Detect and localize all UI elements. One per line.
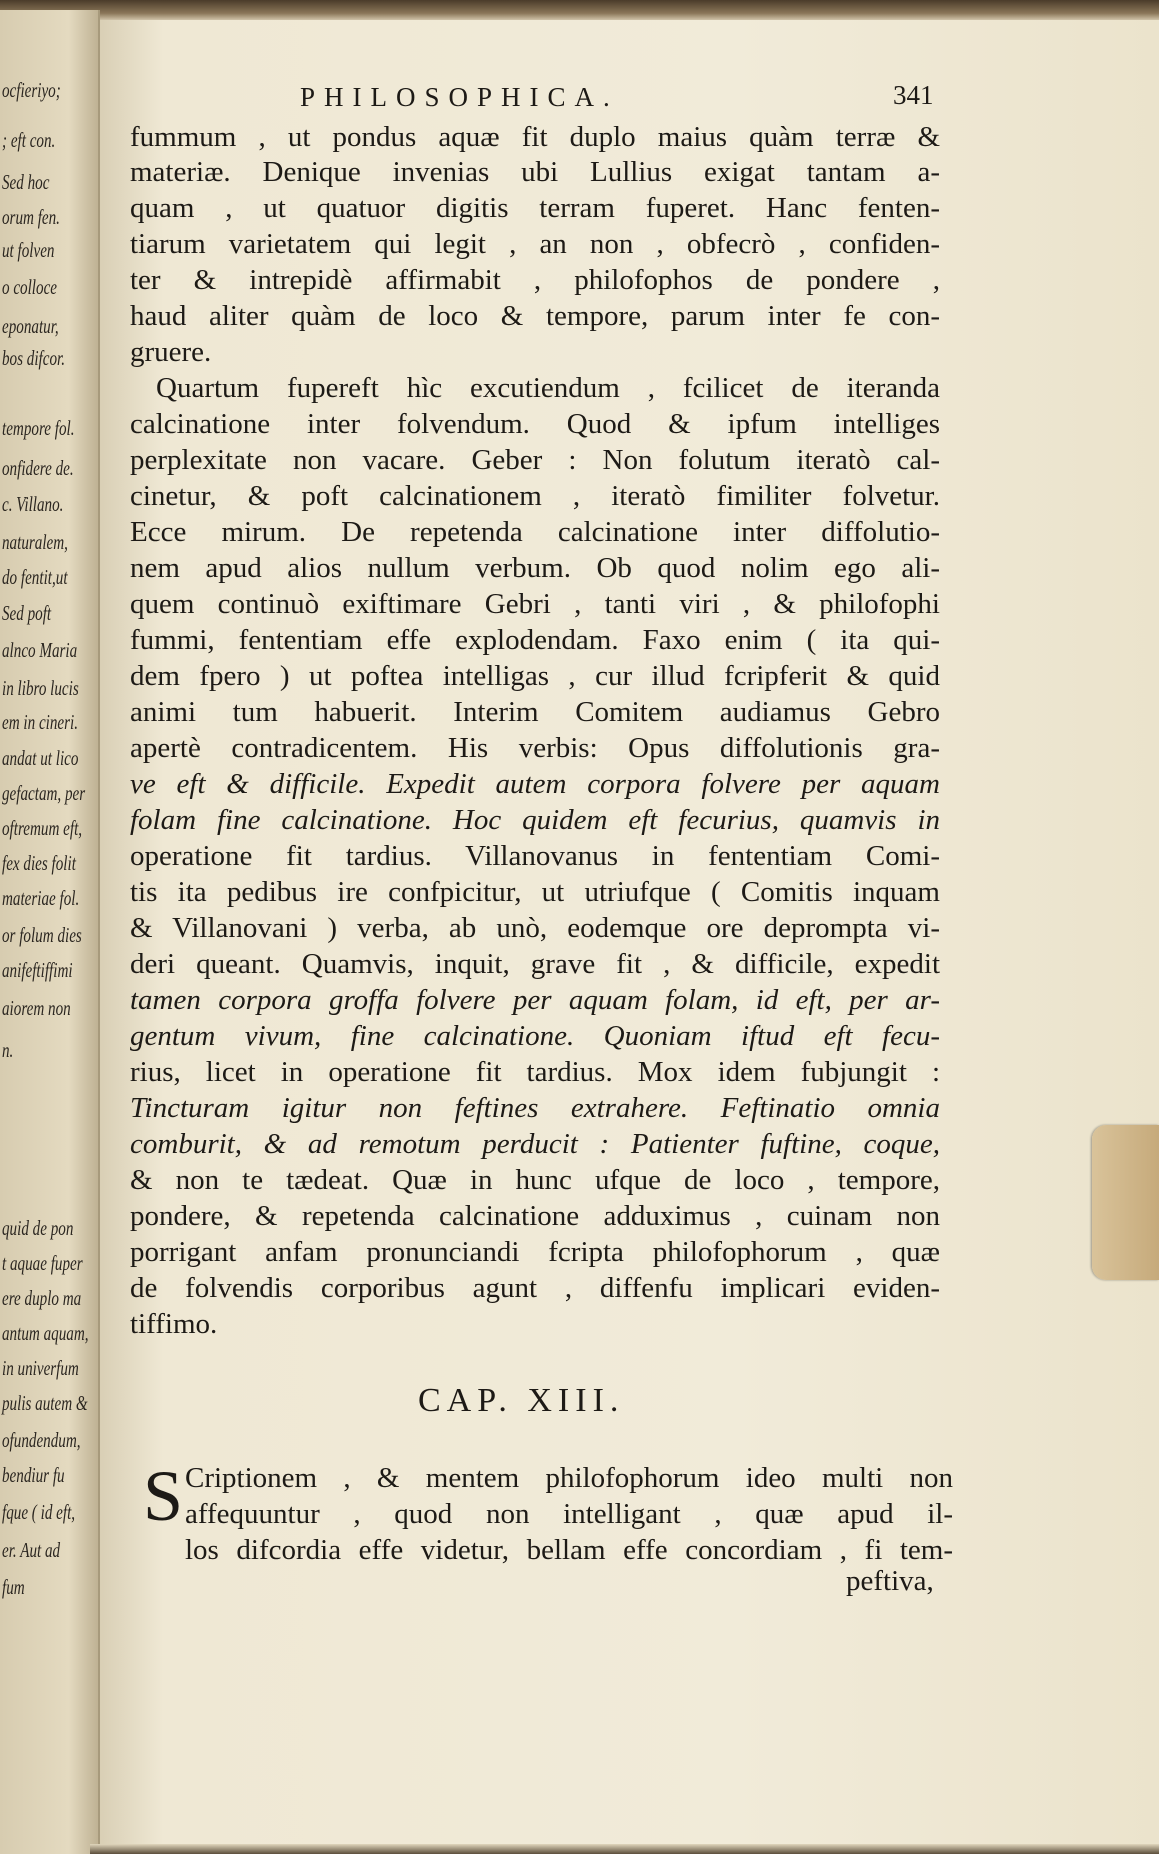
adjacent-page-line: ere duplo ma	[2, 1286, 82, 1310]
adjacent-page-line: bendiur fu	[2, 1463, 65, 1487]
text-line: pondere, & repetenda calcinatione adduximus , cuinam non	[130, 1200, 940, 1232]
text-line: tiffimo.	[130, 1308, 218, 1340]
adjacent-page-line: bos difcor.	[2, 346, 66, 370]
chapter-text-line: Criptionem , & mentem philofophorum ideo multi non	[185, 1462, 953, 1494]
text-line: Quartum fupereft hìc excutiendum , fcilicet de iteranda	[156, 372, 940, 404]
page-number: 341	[893, 80, 934, 110]
book-top-edge	[0, 0, 1159, 22]
adjacent-page-line: in libro lucis	[2, 676, 79, 700]
chapter-text-line: los difcordia effe videtur, bellam effe concordiam , fi tem-	[185, 1534, 953, 1566]
catchword: peftiva,	[846, 1565, 934, 1597]
text-line: materiæ. Denique invenias ubi Lullius exigat tantam a-	[130, 156, 940, 188]
text-line: animi tum habuerit. Interim Comitem audiamus Gebro	[130, 696, 940, 728]
adjacent-page-line: fum	[2, 1575, 25, 1599]
text-line: & non te tædeat. Quæ in hunc ufque de loco , tempore,	[130, 1164, 940, 1196]
text-line: ve eft & difficile. Expedit autem corpora folvere per aquam	[130, 768, 940, 800]
text-line: perplexitate non vacare. Geber : Non folutum iteratò cal-	[130, 444, 940, 476]
text-line: quem continuò exiftimare Gebri , tanti viri , & philofophi	[130, 588, 940, 620]
text-line: fummi, fententiam effe explodendam. Faxo enim ( ita qui-	[130, 624, 940, 656]
adjacent-page-line: em in cineri.	[2, 710, 79, 734]
adjacent-page-line: gefactam, per	[2, 781, 86, 805]
adjacent-page-line: er. Aut ad	[2, 1538, 61, 1562]
adjacent-page-line: fex dies folit	[2, 851, 76, 875]
text-line: tiarum varietatem qui legit , an non , obfecrò , confiden-	[130, 228, 940, 260]
adjacent-page-line: pulis autem &	[2, 1391, 88, 1415]
text-line: gruere.	[130, 336, 212, 368]
text-line: deri queant. Quamvis, inquit, grave fit , & difficile, expedit	[130, 948, 940, 980]
adjacent-page-line: onfidere de.	[2, 456, 74, 480]
text-line: calcinatione inter folvendum. Quod & ipfum intelliges	[130, 408, 940, 440]
text-line: Ecce mirum. De repetenda calcinatione inter diffolutio-	[130, 516, 940, 548]
adjacent-page-line: naturalem,	[2, 530, 68, 554]
adjacent-page-line: quid de pon	[2, 1216, 74, 1240]
adjacent-page-line: aiorem non	[2, 996, 71, 1020]
text-line: cinetur, & poft calcinationem , iteratò fimiliter folvetur.	[130, 480, 940, 512]
text-line: comburit, & ad remotum perducit : Patienter fuftine, coque,	[130, 1128, 940, 1160]
adjacent-page-line: eponatur,	[2, 314, 59, 338]
adjacent-page-line: do fentit,ut	[2, 565, 68, 589]
adjacent-page-line: orum fen.	[2, 205, 60, 229]
adjacent-page-line: c. Villano.	[2, 492, 64, 516]
text-line: folam fine calcinatione. Hoc quidem eft fecurius, quamvis in	[130, 804, 940, 836]
text-line: gentum vivum, fine calcinatione. Quoniam iftud eft fecu-	[130, 1020, 940, 1052]
chapter-heading: CAP. XIII.	[418, 1382, 625, 1419]
text-line: operatione fit tardius. Villanovanus in fententiam Comi-	[130, 840, 940, 872]
text-line: tis ita pedibus ire confpicitur, ut utriufque ( Comitis inquam	[130, 876, 940, 908]
text-line: tamen corpora groffa folvere per aquam folam, id eft, per ar-	[130, 984, 940, 1016]
drop-cap: S	[143, 1456, 184, 1536]
adjacent-page-margin	[0, 10, 100, 1854]
chapter-text-line: affequuntur , quod non intelligant , quæ apud il-	[185, 1498, 953, 1530]
adjacent-page-line: materiae fol.	[2, 886, 80, 910]
page-tab-marker	[1092, 1125, 1159, 1280]
adjacent-page-line: ocfieriyo;	[2, 78, 61, 102]
text-line: de folvendis corporibus agunt , diffenfu implicari eviden-	[130, 1272, 940, 1304]
adjacent-page-line: fque ( id eft,	[2, 1500, 76, 1524]
adjacent-page-line: oftremum eft,	[2, 816, 83, 840]
adjacent-page-line: o colloce	[2, 275, 58, 299]
text-line: porrigant anfam pronunciandi fcripta philofophorum , quæ	[130, 1236, 940, 1268]
text-line: ter & intrepidè affirmabit , philofophos de pondere ,	[130, 264, 940, 296]
adjacent-page-line: in univerfum	[2, 1356, 79, 1380]
adjacent-page-line: tempore fol.	[2, 416, 75, 440]
adjacent-page-line: antum aquam,	[2, 1321, 89, 1345]
adjacent-page-line: alnco Maria	[2, 638, 78, 662]
text-line: apertè contradicentem. His verbis: Opus diffolutionis gra-	[130, 732, 940, 764]
adjacent-page-line: andat ut lico	[2, 746, 79, 770]
adjacent-page-line: anifeftiffimi	[2, 958, 73, 982]
text-line: Tincturam igitur non feftines extrahere. Feftinatio omnia	[130, 1092, 940, 1124]
adjacent-page-line: n.	[2, 1038, 14, 1062]
text-line: rius, licet in operatione fit tardius. Mox idem fubjungit :	[130, 1056, 940, 1088]
adjacent-page-line: Sed poft	[2, 601, 52, 625]
adjacent-page-line: ofundendum,	[2, 1428, 81, 1452]
adjacent-page-line: ; eft con.	[2, 128, 56, 152]
running-head: PHILOSOPHICA.	[300, 82, 619, 112]
text-line: fummum , ut pondus aquæ fit duplo maius quàm terræ &	[130, 121, 940, 153]
book-bottom-edge	[90, 1844, 1159, 1854]
text-line: & Villanovani ) verba, ab unò, eodemque ore deprompta vi-	[130, 912, 940, 944]
adjacent-page-line: t aquae fuper	[2, 1251, 83, 1275]
adjacent-page-line: or folum dies	[2, 923, 82, 947]
text-line: quam , ut quatuor digitis terram fuperet. Hanc fenten-	[130, 192, 940, 224]
adjacent-page-line: Sed hoc	[2, 170, 50, 194]
text-line: nem apud alios nullum verbum. Ob quod nolim ego ali-	[130, 552, 940, 584]
text-line: dem fpero ) ut poftea intelligas , cur illud fcripferit & quid	[130, 660, 940, 692]
text-line: haud aliter quàm de loco & tempore, parum inter fe con-	[130, 300, 940, 332]
adjacent-page-line: ut folven	[2, 238, 55, 262]
